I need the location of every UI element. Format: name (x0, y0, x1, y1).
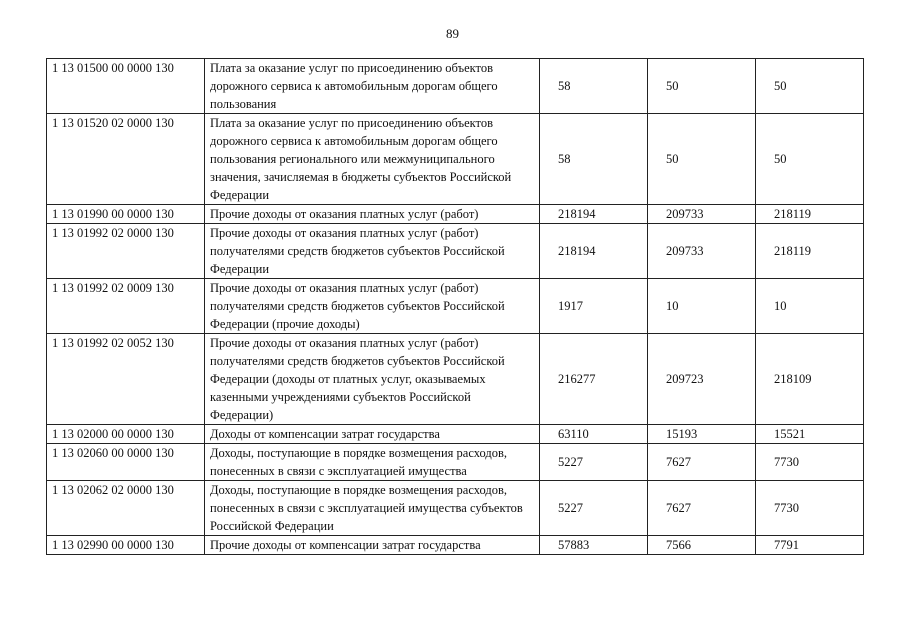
value-cell-3: 15521 (756, 425, 864, 444)
code-cell: 1 13 01992 02 0009 130 (47, 279, 205, 334)
page-number: 89 (446, 26, 459, 41)
code-cell: 1 13 01500 00 0000 130 (47, 59, 205, 114)
table-row (47, 224, 864, 279)
name-cell: Плата за оказание услуг по присоединению объектов дорожного сервиса к автомобильным дорогам общего пользования (205, 59, 540, 114)
value-cell-3: 7791 (756, 536, 864, 555)
budget-table (46, 58, 864, 555)
code-cell: 1 13 01992 02 0000 130 (47, 224, 205, 279)
table-row (47, 334, 864, 425)
code-cell: 1 13 02000 00 0000 130 (47, 425, 205, 444)
value-cell-3: 7730 (756, 481, 864, 536)
value-cell-2: 10 (648, 279, 756, 334)
name-cell: Доходы от компенсации затрат государства (205, 425, 540, 444)
code-cell: 1 13 01520 02 0000 130 (47, 114, 205, 205)
value-cell-2: 50 (648, 59, 756, 114)
value-cell-1: 218194 (540, 224, 648, 279)
name-cell: Прочие доходы от оказания платных услуг (работ) получателями средств бюджетов субъектов Российской Федерации (прочие доходы) (205, 279, 540, 334)
value-cell-1: 5227 (540, 481, 648, 536)
value-cell-1: 58 (540, 59, 648, 114)
value-cell-3: 218119 (756, 205, 864, 224)
value-cell-3: 50 (756, 114, 864, 205)
value-cell-3: 50 (756, 59, 864, 114)
table-row (47, 114, 864, 205)
value-cell-2: 7627 (648, 444, 756, 481)
table-row (47, 279, 864, 334)
code-cell: 1 13 02990 00 0000 130 (47, 536, 205, 555)
value-cell-2: 209723 (648, 334, 756, 425)
value-cell-1: 63110 (540, 425, 648, 444)
name-cell: Плата за оказание услуг по присоединению объектов дорожного сервиса к автомобильным дорогам общего пользования регионального или межмуниципального значения, зачисляемая в бюджеты субъектов Российской Федерации (205, 114, 540, 205)
code-cell: 1 13 01992 02 0052 130 (47, 334, 205, 425)
name-cell: Прочие доходы от оказания платных услуг (работ) получателями средств бюджетов субъектов Российской Федерации (доходы от платных услуг, оказываемых казенными учреждениями субъектов Российской Федерации) (205, 334, 540, 425)
value-cell-1: 58 (540, 114, 648, 205)
value-cell-2: 50 (648, 114, 756, 205)
value-cell-3: 218119 (756, 224, 864, 279)
value-cell-3: 7730 (756, 444, 864, 481)
code-cell: 1 13 02060 00 0000 130 (47, 444, 205, 481)
value-cell-2: 209733 (648, 224, 756, 279)
value-cell-2: 209733 (648, 205, 756, 224)
table-row (47, 205, 864, 224)
table-row (47, 59, 864, 114)
value-cell-3: 218109 (756, 334, 864, 425)
name-cell: Доходы, поступающие в порядке возмещения расходов, понесенных в связи с эксплуатацией имущества (205, 444, 540, 481)
value-cell-1: 1917 (540, 279, 648, 334)
code-cell: 1 13 01990 00 0000 130 (47, 205, 205, 224)
name-cell: Прочие доходы от оказания платных услуг (работ) получателями средств бюджетов субъектов Российской Федерации (205, 224, 540, 279)
table-row (47, 481, 864, 536)
table-row (47, 536, 864, 555)
table-row (47, 425, 864, 444)
name-cell: Прочие доходы от оказания платных услуг (работ) (205, 205, 540, 224)
code-cell: 1 13 02062 02 0000 130 (47, 481, 205, 536)
value-cell-2: 7627 (648, 481, 756, 536)
name-cell: Доходы, поступающие в порядке возмещения расходов, понесенных в связи с эксплуатацией имущества субъектов Российской Федерации (205, 481, 540, 536)
name-cell: Прочие доходы от компенсации затрат государства (205, 536, 540, 555)
value-cell-2: 7566 (648, 536, 756, 555)
value-cell-3: 10 (756, 279, 864, 334)
value-cell-1: 218194 (540, 205, 648, 224)
value-cell-1: 57883 (540, 536, 648, 555)
table-row (47, 444, 864, 481)
value-cell-2: 15193 (648, 425, 756, 444)
value-cell-1: 216277 (540, 334, 648, 425)
value-cell-1: 5227 (540, 444, 648, 481)
